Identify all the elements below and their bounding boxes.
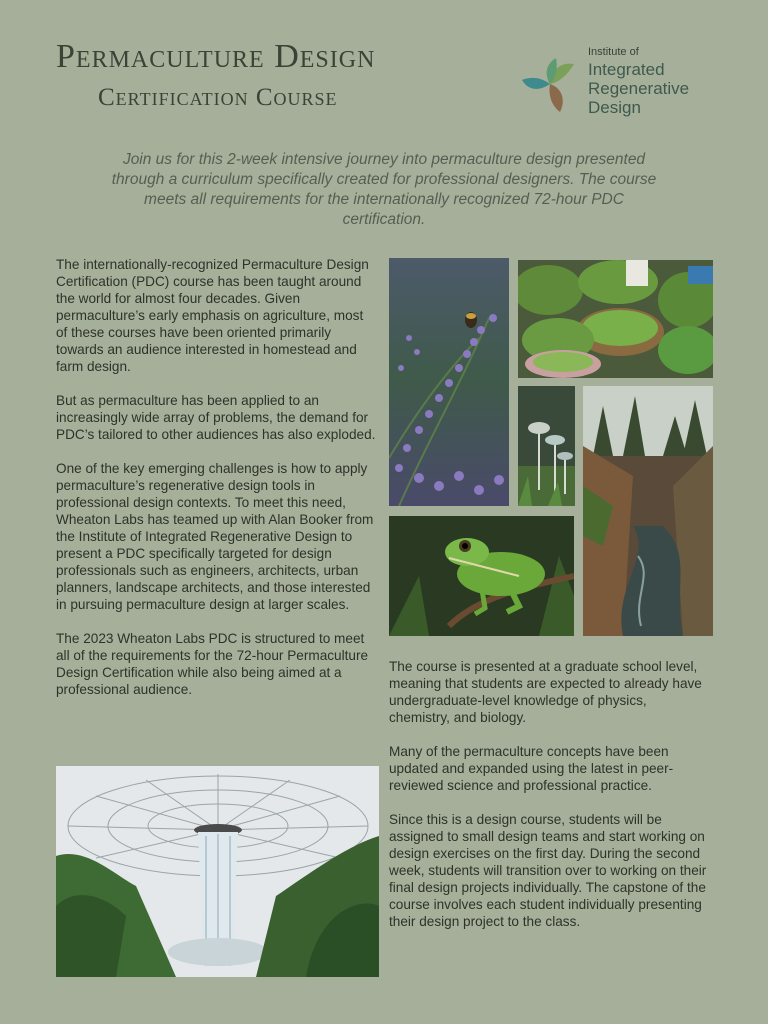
left-paragraph-1: The internationally-recognized Permaculture Design Certification (PDC) course has been taught around the world for almost four decades. Given permaculture’s early emphasis on agriculture, most of these courses have been oriented primarily towards an audience interested in homestead and farm design. xyxy=(56,257,369,374)
logo-line2: Regenerative xyxy=(588,79,690,98)
logo-line3: Design xyxy=(588,98,641,117)
logo-name xyxy=(588,60,689,117)
left-paragraph-3: One of the key emerging challenges is how to apply permaculture’s regenerative design tools in professional design contexts. To meet this need, Wheaton Labs has teamed up with Alan Booker from the Institute of Integrated Regenerative Design to present a PDC specifically targeted for design professionals such as engineers, architects, urban planners, landscape architects, and those interested in pursuing permaculture design at larger scales. xyxy=(56,461,374,612)
logo-line1: Integrated xyxy=(588,60,665,79)
photo-vegetable-baskets xyxy=(518,260,713,378)
left-paragraph-2: But as permaculture has been applied to an increasingly wide array of problems, the demand for PDC’s tailored to other audiences has also exploded. xyxy=(56,393,376,442)
institute-logo xyxy=(522,46,722,120)
photo-tree-frog xyxy=(389,516,574,636)
photo-forest-canyon-river xyxy=(583,386,713,636)
photo-indoor-waterfall-dome xyxy=(56,766,379,977)
left-column xyxy=(56,256,378,715)
page-title: Permaculture Design xyxy=(56,38,376,75)
photo-lavender-bee xyxy=(389,258,509,506)
right-paragraph-3: Since this is a design course, students will be assigned to small design teams and start working on design exercises on the first day. During the second week, students will transition over to working on their final design projects individually. The capstone of the course involves each student individually presenting their design project to the class. xyxy=(389,812,707,929)
logo-small-text: Institute of xyxy=(588,46,639,58)
right-paragraph-2: Many of the permaculture concepts have been updated and expanded using the latest in peer-reviewed science and professional practice. xyxy=(389,744,674,793)
right-column xyxy=(389,658,711,947)
right-paragraph-1: The course is presented at a graduate school level, meaning that students are expected to already have undergraduate-level knowledge of physics, chemistry, and biology. xyxy=(389,659,702,725)
intro-text: Join us for this 2-week intensive journey into permaculture design presented through a curriculum specifically created for professional designers. The course meets all requirements for the internationally recognized 72-hour PDC certification. xyxy=(111,151,657,228)
photo-mushrooms xyxy=(518,386,575,506)
left-paragraph-4: The 2023 Wheaton Labs PDC is structured to meet all of the requirements for the 72-hour Permaculture Design Certification while also being aimed at a professional audience. xyxy=(56,631,369,697)
pinwheel-leaf-logo-icon xyxy=(522,56,578,112)
page-subtitle: Certification Course xyxy=(98,84,338,111)
